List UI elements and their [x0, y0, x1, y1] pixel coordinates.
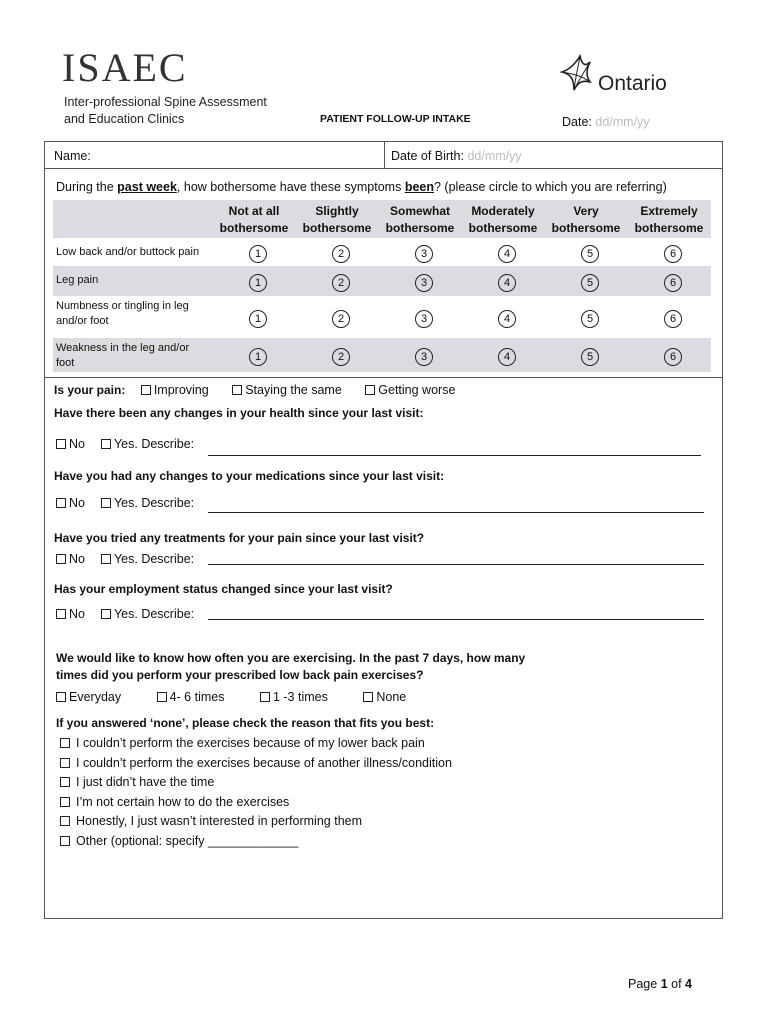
- table-header: [53, 200, 711, 238]
- rating-circle[interactable]: 6: [664, 310, 682, 328]
- option-label: 1 -3 times: [272, 690, 328, 704]
- rating-circle[interactable]: 3: [415, 274, 433, 292]
- option-label: Staying the same: [245, 383, 342, 397]
- org-line-2: and Education Clinics: [64, 112, 185, 126]
- rating-circle[interactable]: 4: [498, 310, 516, 328]
- checkbox[interactable]: [60, 797, 70, 807]
- option-label: No: [69, 496, 85, 510]
- describe-answer-line[interactable]: [208, 619, 704, 620]
- option-label: Getting worse: [378, 383, 456, 397]
- option-label: No: [69, 552, 85, 566]
- page-current: 1: [660, 977, 668, 991]
- checkbox[interactable]: [56, 609, 66, 619]
- question-options: [56, 607, 194, 621]
- col-header-line2: bothersome: [468, 221, 538, 235]
- exercise-line-2: times did you perform your prescribed low back pain exercises?: [56, 668, 424, 682]
- question-options: [56, 496, 194, 510]
- pain-option-improving[interactable]: [141, 383, 209, 397]
- trillium-icon: [560, 52, 600, 98]
- question-text: Have you had any changes to your medications since your last visit:: [54, 469, 445, 483]
- question-text: Have you tried any treatments for your pain since your last visit?: [54, 531, 425, 545]
- exercise-option-4-6[interactable]: [157, 690, 225, 704]
- checkbox[interactable]: [260, 692, 270, 702]
- rating-circle[interactable]: 4: [498, 348, 516, 366]
- symptoms-instruction: [56, 180, 667, 194]
- instr-suffix: ? (please circle to which you are referring): [434, 180, 667, 194]
- option-label: Improving: [153, 383, 209, 397]
- col-header: [213, 203, 295, 237]
- exercise-line-1: We would like to know how often you are exercising. In the past 7 days, how many: [56, 651, 526, 665]
- ontario-logo: [560, 52, 690, 102]
- reasons-title: If you answered ‘none’, please check the reason that fits you best:: [56, 716, 435, 730]
- isaec-logo: ISAEC: [62, 45, 188, 90]
- rating-circle[interactable]: 1: [249, 310, 267, 328]
- dob-label: Date of Birth:: [391, 149, 464, 163]
- col-header-line1: Moderately: [471, 204, 535, 218]
- describe-answer-line[interactable]: [208, 564, 704, 565]
- exercise-options: [56, 690, 406, 704]
- checkbox[interactable]: [56, 554, 66, 564]
- rating-circle[interactable]: 6: [664, 348, 682, 366]
- option-label: Everyday: [69, 690, 122, 704]
- checkbox[interactable]: [56, 439, 66, 449]
- checkbox[interactable]: [157, 692, 167, 702]
- question-text: Have there been any changes in your health since your last visit:: [54, 406, 424, 420]
- option-label: Yes. Describe:: [113, 437, 195, 451]
- row-label-line1: Low back and/or buttock pain: [56, 246, 200, 258]
- checkbox[interactable]: [365, 385, 375, 395]
- section-separator: [44, 377, 723, 378]
- pain-label: Is your pain:: [54, 383, 126, 397]
- option-yes[interactable]: [101, 496, 194, 510]
- option-no[interactable]: [56, 552, 85, 566]
- rating-circle[interactable]: 2: [332, 310, 350, 328]
- reason-label: I just didn’t have the time: [76, 775, 215, 789]
- org-name: [64, 94, 267, 128]
- name-row-divider: [384, 141, 385, 168]
- row-label-line2: and/or foot: [56, 315, 109, 327]
- checkbox[interactable]: [60, 738, 70, 748]
- col-header: [462, 203, 544, 237]
- checkbox[interactable]: [60, 836, 70, 846]
- rating-circle[interactable]: 2: [332, 245, 350, 263]
- row-label: [56, 245, 214, 260]
- checkbox[interactable]: [60, 816, 70, 826]
- rating-circle[interactable]: 5: [581, 245, 599, 263]
- option-no[interactable]: [56, 496, 85, 510]
- org-line-1: Inter-professional Spine Assessment: [64, 95, 267, 109]
- name-field[interactable]: [54, 149, 91, 163]
- col-header-line2: bothersome: [219, 221, 289, 235]
- checkbox[interactable]: [60, 758, 70, 768]
- rating-circle[interactable]: 3: [415, 348, 433, 366]
- rating-circle[interactable]: 5: [581, 310, 599, 328]
- pain-status-row: [54, 383, 455, 397]
- page-label: Page: [628, 977, 658, 991]
- option-label: None: [376, 690, 407, 704]
- option-label: 4- 6 times: [169, 690, 225, 704]
- pain-option-worse[interactable]: [365, 383, 455, 397]
- rating-circle[interactable]: 3: [415, 310, 433, 328]
- option-label: Yes. Describe:: [113, 496, 195, 510]
- option-no[interactable]: [56, 607, 85, 621]
- page-number: [628, 977, 692, 991]
- rating-circle[interactable]: 5: [581, 348, 599, 366]
- row-label-line1: Numbness or tingling in leg: [56, 300, 189, 312]
- row-label: [56, 273, 214, 288]
- row-label: [56, 341, 214, 371]
- rating-circle[interactable]: 2: [332, 348, 350, 366]
- question-options: [56, 552, 194, 566]
- checkbox[interactable]: [101, 498, 111, 508]
- date-label: Date:: [562, 115, 592, 129]
- rating-circle[interactable]: 3: [415, 245, 433, 263]
- pain-option-same[interactable]: [232, 383, 342, 397]
- table-row: [53, 266, 711, 296]
- checkbox[interactable]: [56, 498, 66, 508]
- rating-circle[interactable]: 5: [581, 274, 599, 292]
- reason-label: Honestly, I just wasn’t interested in performing them: [76, 814, 363, 828]
- option-label: No: [69, 607, 85, 621]
- col-header-line2: bothersome: [385, 221, 455, 235]
- exercise-question: [56, 650, 525, 684]
- option-yes[interactable]: [101, 607, 194, 621]
- describe-answer-line[interactable]: [208, 455, 701, 456]
- checkbox[interactable]: [101, 609, 111, 619]
- name-label: Name:: [54, 149, 91, 163]
- col-header-line1: Somewhat: [389, 204, 450, 218]
- page-total: 4: [685, 977, 692, 991]
- col-header-line1: Very: [573, 204, 599, 218]
- reason-item[interactable]: [60, 773, 452, 793]
- date-placeholder[interactable]: dd/mm/yy: [595, 115, 650, 129]
- row-label: [56, 299, 214, 329]
- row-label-line1: Weakness in the leg and/or: [56, 342, 190, 354]
- table-row: [53, 296, 711, 338]
- option-label: Yes. Describe:: [113, 607, 195, 621]
- col-header: [628, 203, 710, 237]
- rating-circle[interactable]: 4: [498, 274, 516, 292]
- option-label: Yes. Describe:: [113, 552, 195, 566]
- question-text: Has your employment status changed since your last visit?: [54, 582, 393, 596]
- reason-item[interactable]: [60, 734, 452, 754]
- dob-placeholder[interactable]: dd/mm/yy: [467, 149, 522, 163]
- reason-label: Other (optional: specify _____________: [76, 833, 299, 848]
- ontario-wordmark: Ontario: [598, 72, 667, 95]
- option-yes[interactable]: [101, 437, 194, 451]
- col-header-line1: Slightly: [315, 204, 359, 218]
- question-options: [56, 437, 194, 451]
- checkbox[interactable]: [56, 692, 66, 702]
- rating-circle[interactable]: 1: [249, 274, 267, 292]
- dob-field[interactable]: [391, 149, 522, 163]
- option-no[interactable]: [56, 437, 85, 451]
- checkbox[interactable]: [232, 385, 242, 395]
- table-row: [53, 338, 711, 372]
- form-title: PATIENT FOLLOW-UP INTAKE: [320, 113, 471, 125]
- table-row: [53, 238, 711, 266]
- rating-circle[interactable]: 1: [249, 245, 267, 263]
- checkbox[interactable]: [141, 385, 151, 395]
- rating-circle[interactable]: 6: [664, 245, 682, 263]
- reason-label: I’m not certain how to do the exercises: [76, 794, 290, 809]
- reasons-list: [60, 734, 452, 851]
- page-of: of: [671, 977, 682, 991]
- col-header-line2: bothersome: [634, 221, 704, 235]
- row-label-line2: foot: [56, 357, 75, 369]
- checkbox[interactable]: [101, 554, 111, 564]
- rating-circle[interactable]: 6: [664, 274, 682, 292]
- rating-circle[interactable]: 1: [249, 348, 267, 366]
- reason-label: I couldn’t perform the exercises because of my lower back pain: [76, 736, 425, 750]
- exercise-option-everyday[interactable]: [56, 690, 121, 704]
- option-yes[interactable]: [101, 552, 194, 566]
- row-label-line1: Leg pain: [56, 274, 99, 286]
- checkbox[interactable]: [363, 692, 373, 702]
- reason-item[interactable]: [60, 793, 452, 813]
- rating-circle[interactable]: 2: [332, 274, 350, 292]
- col-header-line1: Extremely: [640, 204, 698, 218]
- reason-item[interactable]: [60, 754, 452, 774]
- col-header: [545, 203, 627, 237]
- instr-past-week: past week: [117, 180, 177, 194]
- col-header-line2: bothersome: [302, 221, 372, 235]
- option-label: No: [69, 437, 85, 451]
- instr-mid: , how bothersome have these symptoms: [176, 180, 405, 194]
- rating-circle[interactable]: 4: [498, 245, 516, 263]
- exercise-option-none[interactable]: [363, 690, 406, 704]
- reason-label: I couldn’t perform the exercises because of another illness/condition: [76, 755, 452, 770]
- col-header-line1: Not at all: [228, 204, 280, 218]
- exercise-option-1-3[interactable]: [260, 690, 328, 704]
- col-header-line2: bothersome: [551, 221, 621, 235]
- name-row: [44, 141, 723, 169]
- reason-item[interactable]: [60, 812, 452, 832]
- instr-been: been: [404, 180, 434, 194]
- col-header: [296, 203, 378, 237]
- date-field[interactable]: [562, 115, 650, 129]
- col-header: [379, 203, 461, 237]
- instr-prefix: During the: [56, 180, 118, 194]
- describe-answer-line[interactable]: [208, 512, 704, 513]
- checkbox[interactable]: [101, 439, 111, 449]
- checkbox[interactable]: [60, 777, 70, 787]
- reason-item[interactable]: [60, 832, 452, 852]
